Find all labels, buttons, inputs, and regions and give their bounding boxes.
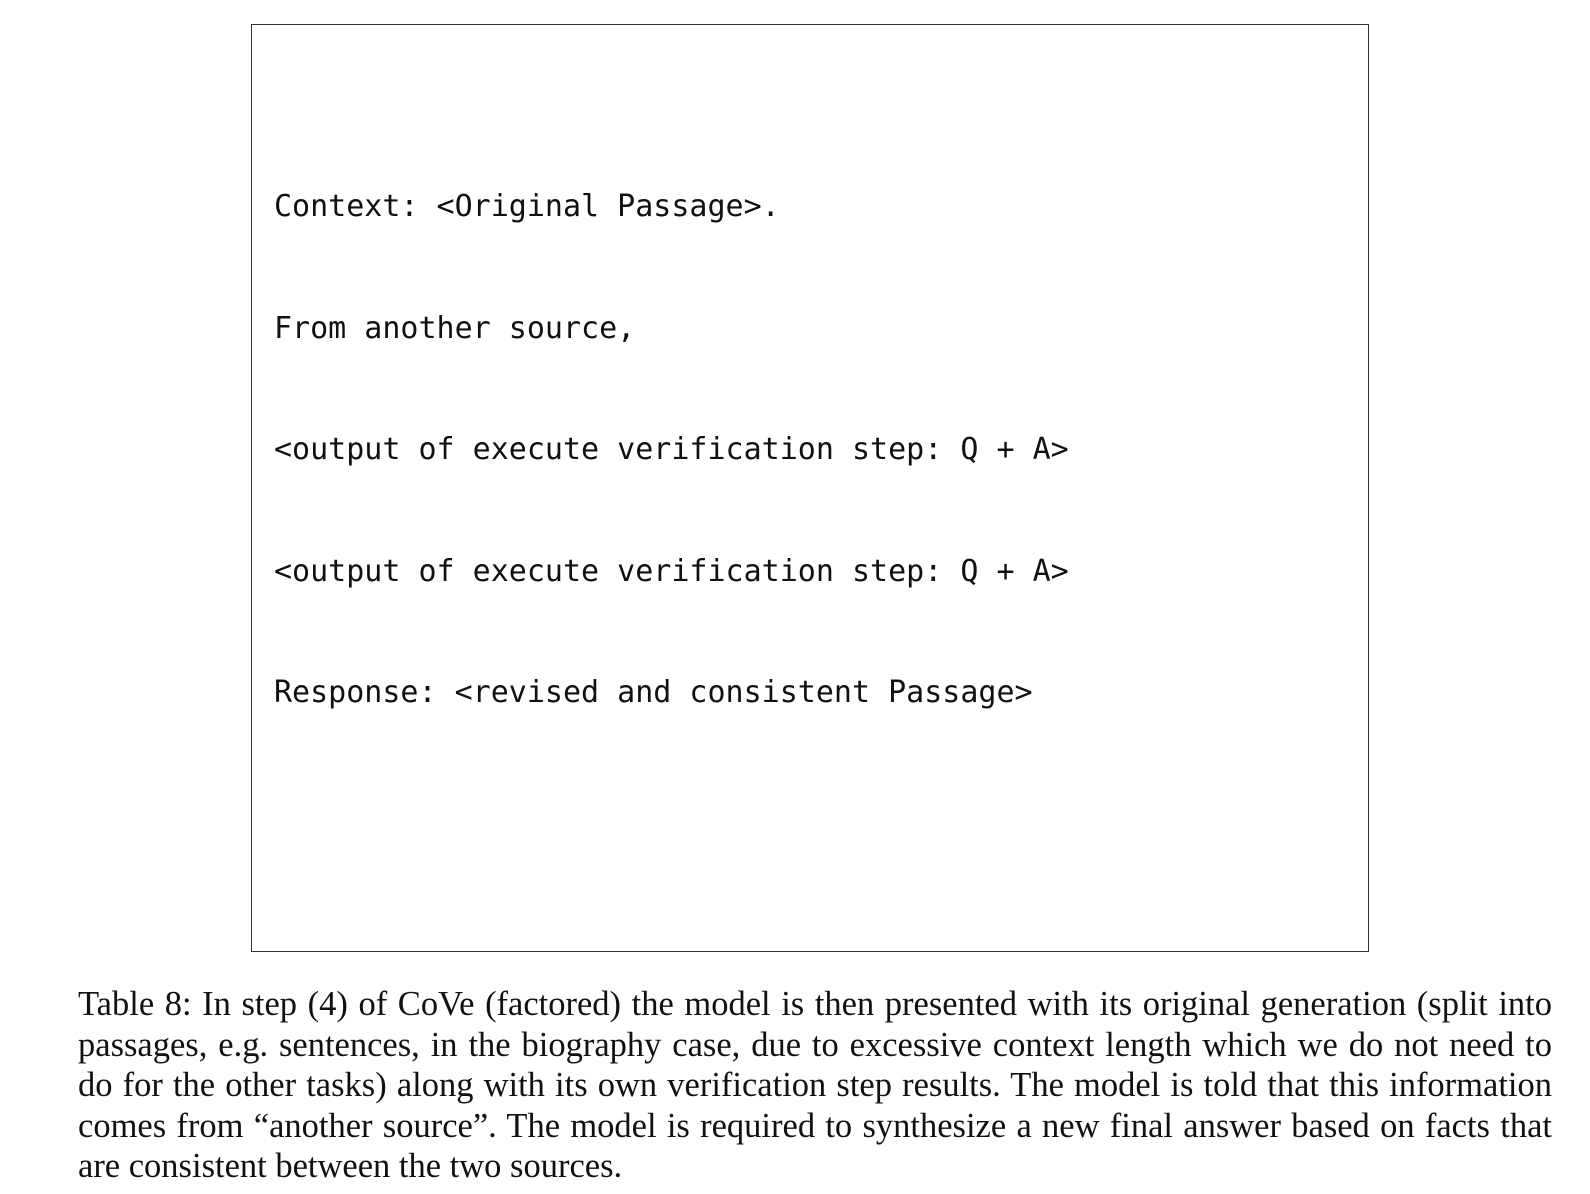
prompt-line: Response: <revised and consistent Passage> [274,675,1033,710]
prompt-line: From another source, [274,310,636,346]
block-spacer [274,876,1069,953]
table-caption: Table 8: In step (4) of CoVe (factored) the model is then presented with its original generation (split into passages, e.g. sentences, in the biography case, due to excessive context length which we do not need to do for the other tasks) along with its own verification step results. The model is told that this information comes from “another source”. The model is required to synthesize a new final answer based on facts that are consistent between the two sources. [78,985,1552,1186]
prompt-line: <output of execute verification step: Q + A> [274,553,1069,589]
prompt-template-text [274,25,1069,952]
prompt-line: <output of execute verification step: Q + A> [274,432,1069,467]
prompt-block-1 [274,106,1069,795]
prompt-template-box [251,24,1369,952]
prompt-line: Context: <Original Passage>. [274,189,780,224]
